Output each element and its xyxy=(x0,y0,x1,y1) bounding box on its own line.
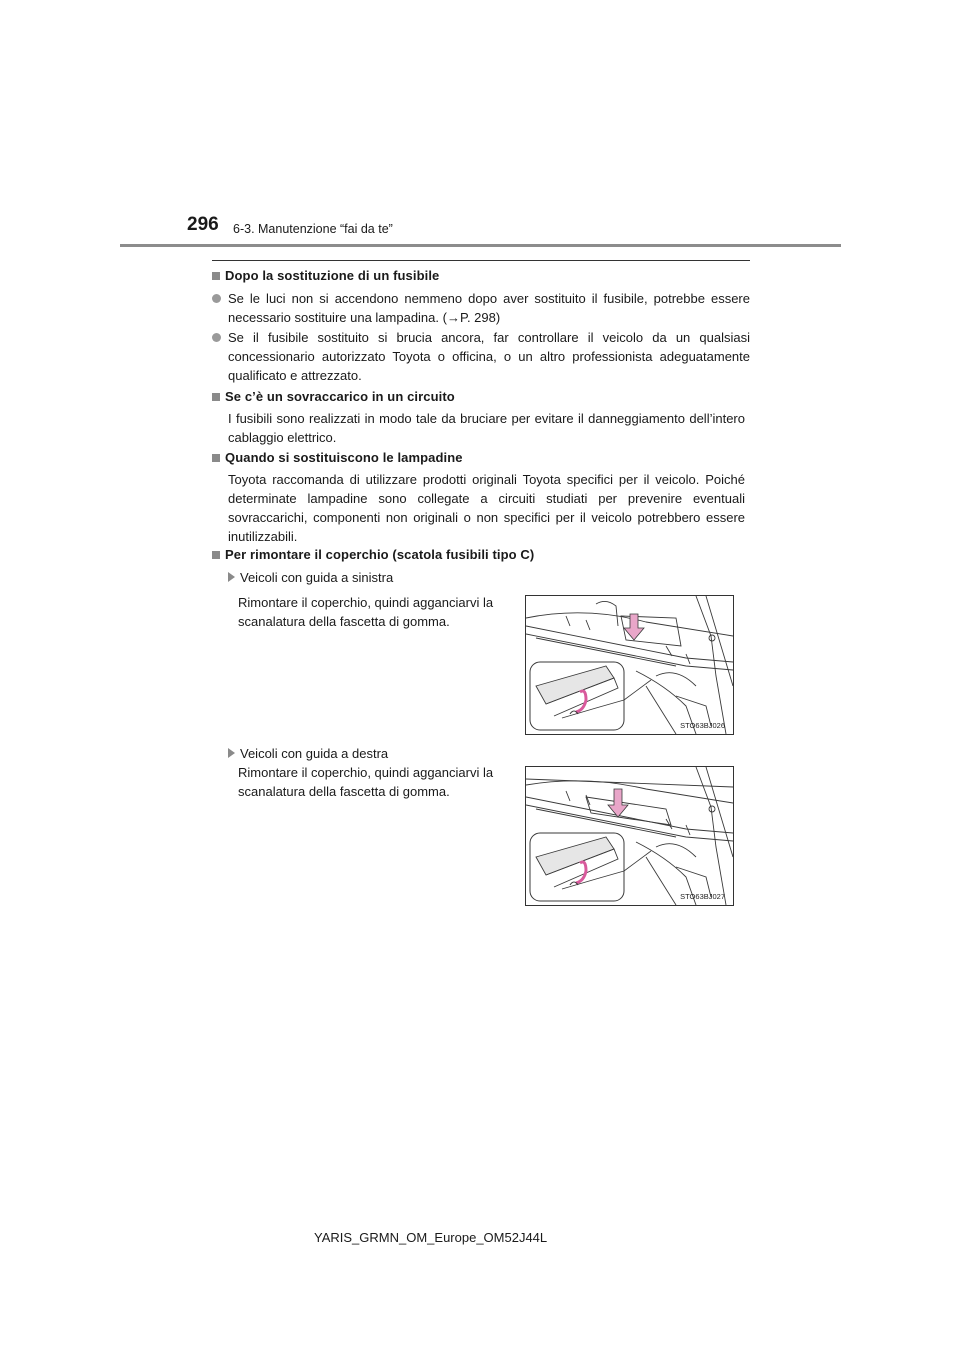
page-number: 296 xyxy=(187,214,219,235)
figure-code: STO63BJ026 xyxy=(680,721,725,730)
circle-bullet-icon xyxy=(212,294,221,303)
section-rule xyxy=(212,260,750,261)
heading-text: Se c’è un sovraccarico in un circuito xyxy=(225,389,455,404)
square-bullet-icon xyxy=(212,272,220,280)
paragraph-circuit-overload: I fusibili sono realizzati in modo tale da bruciare per evitare il danneggiamento dell’intero cablaggio elettrico. xyxy=(228,411,745,445)
heading-text: Quando si sostituiscono le lampadine xyxy=(225,450,463,465)
triangle-bullet-icon xyxy=(228,748,235,758)
fuse-box-cover-illustration xyxy=(526,767,733,905)
triangle-bullet-icon xyxy=(228,572,235,582)
bullet-text: Se le luci non si accendono nemmeno dopo aver sostituito il fusibile, potrebbe essere necessario sostituire una lampadina. (→P. 298) xyxy=(228,291,750,325)
chapter-title: 6-3. Manutenzione “fai da te” xyxy=(233,222,393,236)
bullet-text: Se il fusibile sostituito si brucia ancora, far controllare il veicolo da un qualsiasi concessionario autorizzato Toyota o officina, o un altro professionista adeguatamente qualificato e attrezzato. xyxy=(228,330,750,383)
paragraph-replacing-bulbs: Toyota raccomanda di utilizzare prodotti originali Toyota specifici per il veicolo. Poiché determinate lampadine sono collegate a circuiti studiati per prevenire eventuali sovraccarichi, componenti non originali o non specifici per il veicolo potrebbero essere inutilizzabili. xyxy=(228,472,745,544)
square-bullet-icon xyxy=(212,454,220,462)
fuse-box-cover-illustration xyxy=(526,596,733,734)
heading-after-fuse-replacement xyxy=(212,268,439,283)
step-text-left-hand-drive: Rimontare il coperchio, quindi agganciarvi la scanalatura della fascetta di gomma. xyxy=(238,595,494,629)
heading-text: Per rimontare il coperchio (scatola fusibili tipo C) xyxy=(225,547,535,562)
item-right-hand-drive xyxy=(228,744,388,763)
heading-text: Dopo la sostituzione di un fusibile xyxy=(225,268,440,283)
figure-left-hand-drive xyxy=(525,595,734,735)
item-label: Veicoli con guida a destra xyxy=(240,746,389,761)
heading-reinstall-cover xyxy=(212,547,534,562)
item-left-hand-drive xyxy=(228,568,393,587)
bullet-item xyxy=(212,289,750,327)
square-bullet-icon xyxy=(212,551,220,559)
header-rule xyxy=(120,244,841,247)
footer-doc-id: YARIS_GRMN_OM_Europe_OM52J44L xyxy=(314,1230,548,1245)
figure-right-hand-drive xyxy=(525,766,734,906)
heading-circuit-overload xyxy=(212,389,455,404)
bullet-item xyxy=(212,328,750,385)
item-label: Veicoli con guida a sinistra xyxy=(240,570,394,585)
square-bullet-icon xyxy=(212,393,220,401)
step-text-right-hand-drive: Rimontare il coperchio, quindi agganciarvi la scanalatura della fascetta di gomma. xyxy=(238,765,494,799)
circle-bullet-icon xyxy=(212,333,221,342)
heading-replacing-bulbs xyxy=(212,450,463,465)
figure-code: STO63BJ027 xyxy=(680,892,725,901)
